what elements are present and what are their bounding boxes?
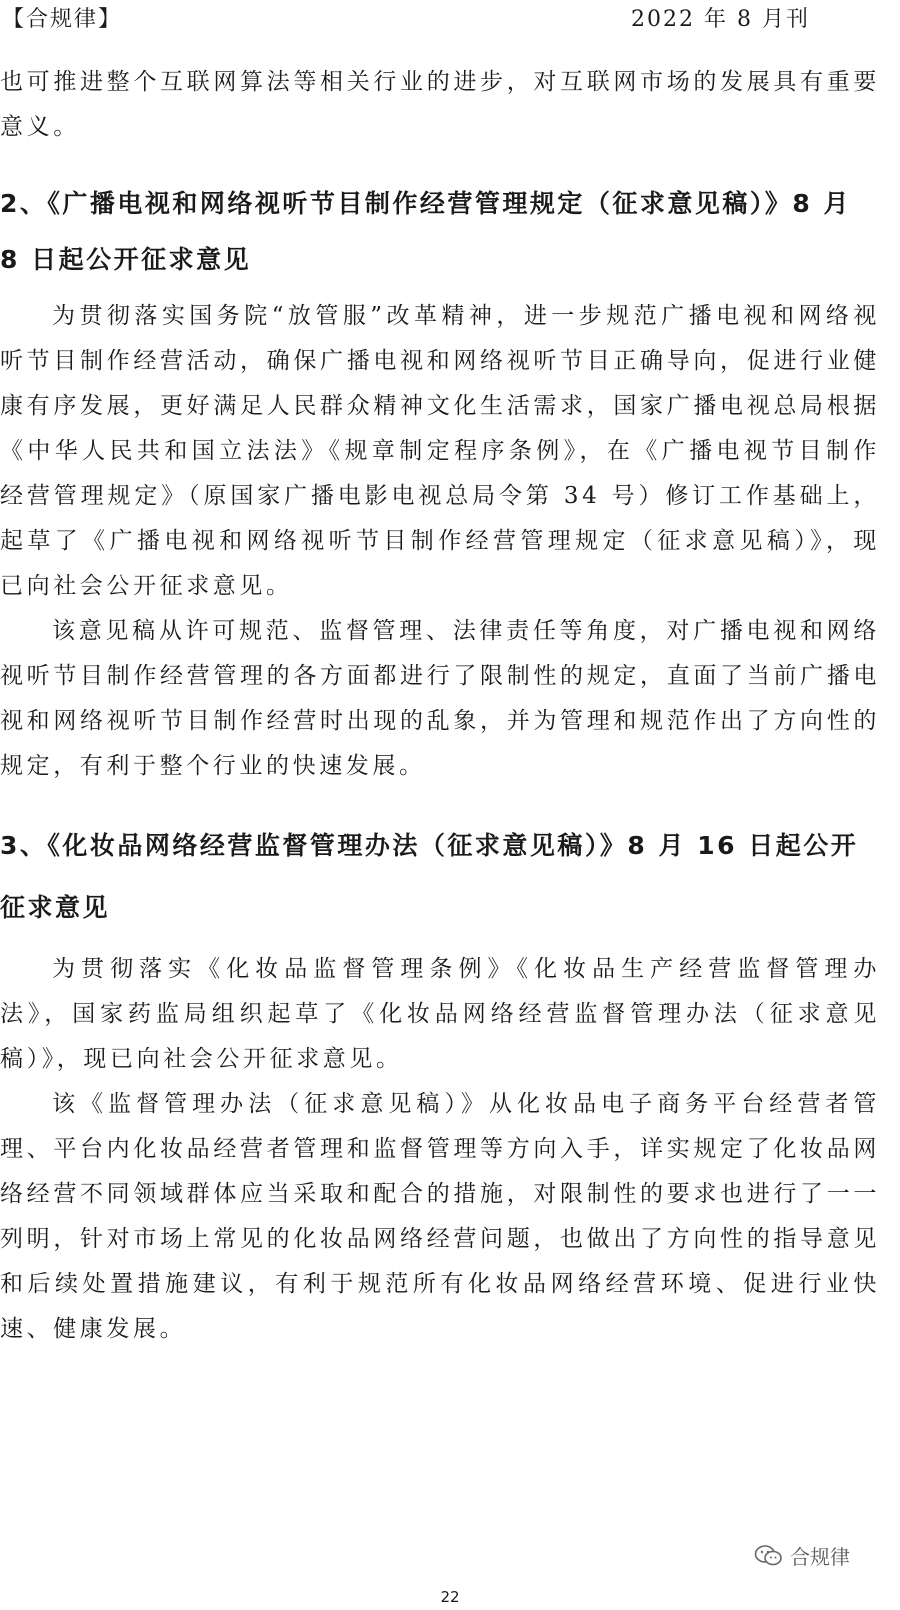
- issue-date: 2022 年 8 月刊: [631, 7, 810, 32]
- paragraph-section2-comment: 该意见稿从许可规范、监督管理、法律责任等角度，对广播电视和网络视听节目制作经营管理的各方面都进行了限制性的规定，直面了当前广播电视和网络视听节目制作经营时出现的乱象，并为管理和规范作出了方向性的规定，有利于整个行业的快速发展。: [0, 618, 880, 779]
- watermark-text: 合规律: [790, 1545, 850, 1569]
- paragraph-section2-intro: 为贯彻落实国务院“放管服”改革精神，进一步规范广播电视和网络视听节目制作经营活动，确保广播电视和网络视听节目正确导向，促进行业健康有序发展，更好满足人民群众精神文化生活需求，国家广播电视总局根据《中华人民共和国立法法》《规章制定程序条例》，在《广播电视节目制作经营管理规定》（原国家广播电影电视总局令第 34 号）修订工作基础上，起草了《广播电视和网络视听节目制作经营管理规定（征求意见稿）》，现已向社会公开征求意见。: [0, 303, 880, 599]
- section-heading-2: 2、《广播电视和网络视听节目制作经营管理规定（征求意见稿）》8 月 8 日起公开征求意见: [0, 189, 851, 274]
- section-heading-3: 3、《化妆品网络经营监督管理办法（征求意见稿）》8 月 16 日起公开征求意见: [0, 831, 859, 922]
- paragraph-section3-comment: 该《监督管理办法（征求意见稿）》从化妆品电子商务平台经营者管理、平台内化妆品经营者管理和监督管理等方向入手，详实规定了化妆品网络经营不同领域群体应当采取和配合的措施，对限制性的要求也进行了一一列明，针对市场上常见的化妆品网络经营问题，也做出了方向性的指导意见和后续处置措施建议，有利于规范所有化妆品网络经营环境、促进行业快速、健康发展。: [0, 1091, 880, 1342]
- paragraph-section3-intro: 为贯彻落实《化妆品监督管理条例》《化妆品生产经营监督管理办法》，国家药监局组织起草了《化妆品网络经营监督管理办法（征求意见稿）》，现已向社会公开征求意见。: [0, 956, 880, 1072]
- page-number: 22: [440, 1588, 460, 1606]
- article-body: [0, 60, 880, 1352]
- wechat-icon: [754, 1544, 784, 1568]
- wechat-watermark: [754, 1541, 850, 1570]
- journal-name: 【合规律】: [2, 7, 123, 32]
- paragraph-continuation: 也可推进整个互联网算法等相关行业的进步，对互联网市场的发展具有重要意义。: [0, 69, 880, 140]
